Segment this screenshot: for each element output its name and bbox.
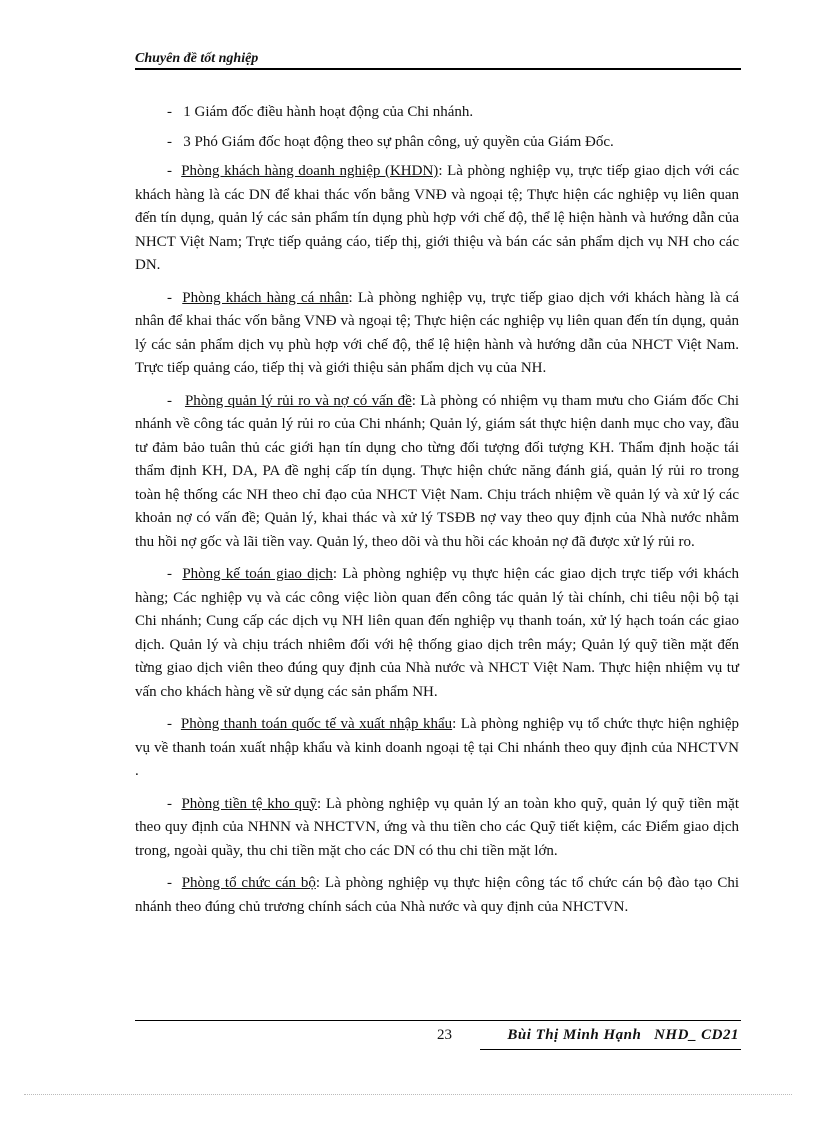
paragraph-text: 1 Giám đốc điều hành hoạt động của Chi nhánh. [183, 104, 474, 120]
paragraph-individual-clients [135, 287, 739, 381]
paragraph-accounting [135, 563, 739, 704]
department-name: Phòng quản lý rủi ro và nợ có vấn đề [184, 392, 412, 409]
department-name: Phòng khách hàng doanh nghiệp (KHDN) [181, 163, 439, 179]
list-dash: - [167, 392, 172, 409]
paragraph-text: : Là phòng nghiệp vụ, trực tiếp giao dịch với các khách hàng là các DN để khai thác vốn bằng VNĐ và ngoại tệ; Thực hiện các nghiệp vụ liên quan đến tín dụng, quản lý các sản phẩm tín dụng phù hợp với chế độ, thể lệ hiện hành và hướng dẫn của NHCT Việt Nam; Trực tiếp quảng cáo, tiếp thị, giới thiệu và bán các sản phẩm dịch vụ NH cho các DN. [135, 163, 740, 273]
department-name: Phòng khách hàng cá nhân [182, 289, 349, 306]
department-name: Phòng thanh toán quốc tế và xuất nhập khẩu [180, 716, 453, 732]
paragraph-text: : Là phòng nghiệp vụ thực hiện công tác tổ chức cán bộ đào tạo Chi nhánh theo đúng chủ trương chính sách của Nhà nước và quy định của NHCTVN. [135, 875, 740, 915]
paragraph-text: 3 Phó Giám đốc hoạt động theo sự phân công, uỷ quyền của Giám Đốc. [183, 133, 614, 150]
list-dash: - [167, 104, 172, 120]
list-dash: - [167, 289, 172, 306]
paragraph-text: : Là phòng nghiệp vụ tổ chức thực hiện nghiệp vụ về thanh toán xuất nhập khẩu và kinh doanh ngoại tệ tại Chi nhánh theo quy định của NHCTVN . [135, 716, 740, 779]
page-number: 23 [437, 1027, 452, 1043]
list-dash: - [167, 133, 172, 150]
paragraph-deputy-directors [135, 131, 739, 155]
document-body [135, 101, 739, 928]
paragraph-director [135, 101, 739, 125]
footer-divider [480, 1049, 741, 1050]
paragraph-text: : Là phòng nghiệp vụ quản lý an toàn kho quỹ, quản lý quỹ tiền mặt theo quy định của NHNN và NHCTVN, ứng và thu tiền cho các Quỹ tiết kiệm, các Điểm giao dịch trong, ngoài quầy, thu chi tiền mặt cho các DN có thu chi tiền mặt lớn. [135, 795, 739, 859]
department-name: Phòng kế toán giao dịch [182, 566, 333, 582]
header-title: Chuyên đề tốt nghiệp [135, 51, 259, 66]
paragraph-text: : Là phòng có nhiệm vụ tham mưu cho Giám đốc Chi nhánh về công tác quản lý rủi ro của Chi nhánh; Quản lý, giám sát thực hiện danh mục cho vay, đầu tư đảm bảo tuân thủ các giới hạn tín dụng cho từng đối tượng đối tượng KH. Thẩm định hoặc tái thẩm định KH, DA, PA đề nghị cấp tín dụng. Thực hiện chức năng đánh giá, quản lý rủi ro trong toàn hệ thống các NH theo chỉ đạo của NHCT Việt Nam. Chịu trách nhiệm về quản lý và xử lý các khoản nợ có vấn đề; Quản lý, khai thác và xử lý TSĐB nợ vay theo quy định của Nhà nước nhằm thu hồi nợ gốc và lãi tiền vay. Quản lý, theo dõi và thu hồi các khoản nợ đã được xử lý rủi ro. [135, 392, 740, 550]
list-dash: - [167, 163, 172, 179]
list-dash: - [167, 875, 172, 891]
page-header [135, 50, 741, 70]
list-dash: - [167, 716, 172, 732]
author-name: Bùi Thị Minh Hạnh NHD_ CD21 [507, 1027, 739, 1043]
paragraph-treasury [135, 793, 739, 864]
list-dash: - [167, 566, 172, 582]
department-name: Phòng tổ chức cán bộ [181, 875, 316, 891]
paragraph-personnel [135, 872, 739, 919]
page-bottom-border [24, 1094, 792, 1095]
department-name: Phòng tiền tệ kho quỹ [181, 795, 317, 812]
footer-row [135, 1025, 741, 1047]
paragraph-corporate-clients [135, 160, 739, 278]
paragraph-text: : Là phòng nghiệp vụ, trực tiếp giao dịch với khách hàng là cá nhân để khai thác vốn bằng VNĐ và ngoại tệ; Thực hiện các nghiệp vụ liên quan đến tín dụng, quản lý các sản phẩm dịch vụ phù hợp với chế độ, thể lệ hiện hành và hướng dẫn của NHCT Việt Nam. Trực tiếp quảng cáo, tiếp thị và giới thiệu sản phẩm dịch vụ của NH. [135, 289, 739, 376]
paragraph-international-payment [135, 713, 739, 784]
paragraph-risk-management [135, 390, 739, 555]
list-dash: - [167, 795, 172, 812]
page-footer [135, 1020, 741, 1043]
paragraph-text: : Là phòng nghiệp vụ thực hiện các giao dịch trực tiếp với khách hàng; Các nghiệp vụ và các công việc liòn quan đến công tác quản lý tài chính, chi tiêu nội bộ tại Chi nhánh; Cung cấp các dịch vụ NH liên quan đến nghiệp vụ thanh toán, xử lý hạch toán các giao dịch. Quản lý và chịu trách nhiêm đối với hệ thống giao dịch trên máy; Quản lý quỹ tiền mặt đến từng giao dịch viên theo đúng quy định của Nhà nước và NHCT Việt Nam. Thực hiện nhiệm vụ tư vấn cho khách hàng về sử dụng các sản phẩm NH. [135, 566, 740, 700]
